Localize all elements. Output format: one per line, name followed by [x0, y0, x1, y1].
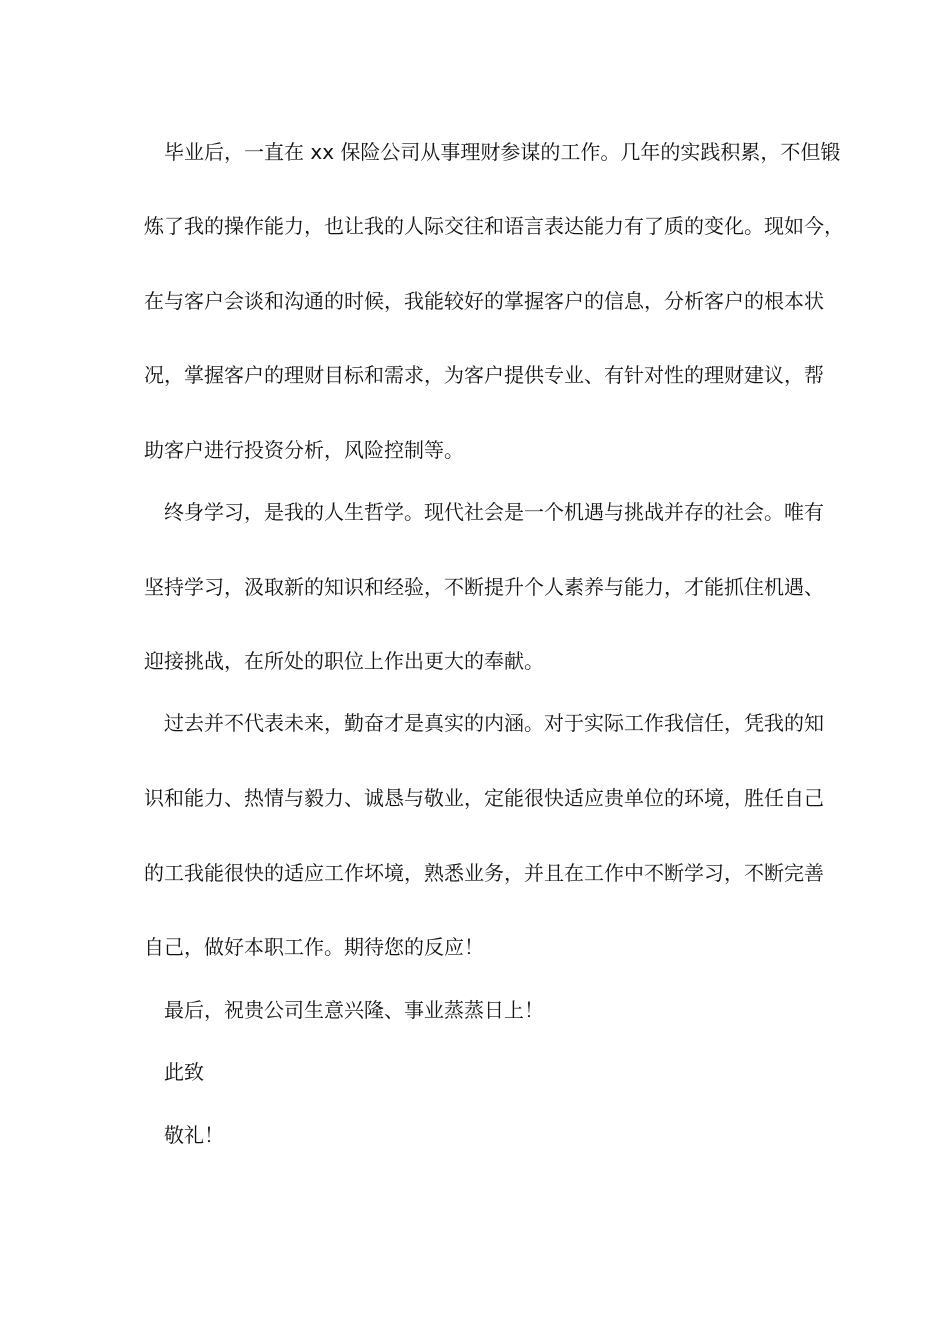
paragraph-2-line-2: 坚持学习，汲取新的知识和经验，不断提升个人素养与能力，才能抓住机遇、: [144, 575, 824, 599]
paragraph-1-line-5: 助客户进行投资分析，风险控制等。: [144, 438, 464, 462]
closing-wish: 最后，祝贵公司生意兴隆、事业蒸蒸日上！: [164, 998, 544, 1022]
paragraph-1-line-4: 况，掌握客户的理财目标和需求，为客户提供专业、有针对性的理财建议，帮: [144, 363, 824, 387]
paragraph-1-line-1: 毕业后，一直在 xx 保险公司从事理财参谋的工作。几年的实践积累，不但锻: [164, 140, 841, 164]
paragraph-3-line-3: 的工我能很快的适应工作坏境，熟悉业务，并且在工作中不断学习，不断完善: [144, 861, 824, 885]
paragraph-3-line-2: 识和能力、热情与毅力、诚恳与敬业，定能很快适应贵单位的环境，胜任自己: [144, 786, 824, 810]
paragraph-3-line-4: 自己，做好本职工作。期待您的反应！: [144, 935, 484, 959]
salutation-ci-zhi: 此致: [164, 1060, 204, 1084]
paragraph-3-line-1: 过去并不代表未来，勤奋才是真实的内涵。对于实际工作我信任，凭我的知: [164, 711, 824, 735]
paragraph-2-line-3: 迎接挑战，在所处的职位上作出更大的奉献。: [144, 649, 544, 673]
paragraph-1-line-2: 炼了我的操作能力，也让我的人际交往和语言表达能力有了质的变化。现如今，: [144, 214, 844, 238]
paragraph-1-line-3: 在与客户会谈和沟通的时候，我能较好的掌握客户的信息，分析客户的根本状: [144, 289, 824, 313]
salutation-jing-li: 敬礼！: [164, 1123, 224, 1147]
paragraph-2-line-1: 终身学习，是我的人生哲学。现代社会是一个机遇与挑战并存的社会。唯有: [164, 500, 824, 524]
